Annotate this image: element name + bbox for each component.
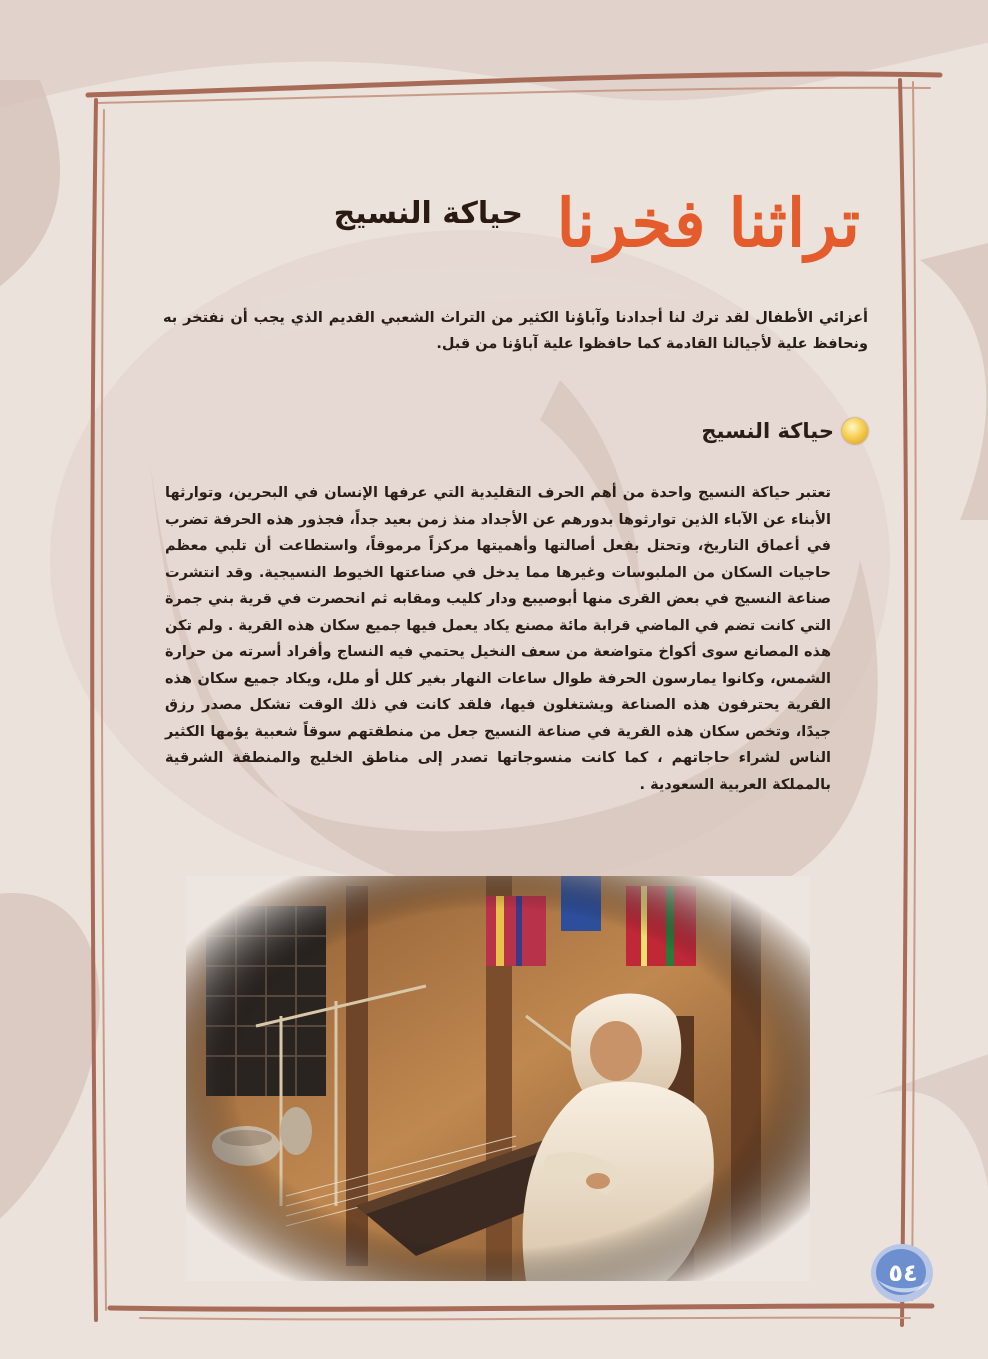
yellow-bullet-icon	[842, 418, 868, 444]
main-title: تراثنا فخرنا	[556, 184, 860, 263]
page-number: ٥٤	[888, 1259, 918, 1287]
body-paragraph: تعتبر حياكة النسيج واحدة من أهم الحرف التقليدية التي عرفها الإنسان في البحرين، وتوارثها الأبناء عن الآباء الذين توارثوها بدورهم عن الأجداد منذ زمن بعيد جداً، فجذور هذه الحرفة تضرب في أعماق التاريخ، وتحتل بفعل أصالتها وأهميتها مركزاً مرموقاً، واستطاعت أن تلبي معظم حاجيات السكان من الملبوسات وغيرها مما يدخل في صناعتها الخيوط النسيجية. وقد انتشرت صناعة النسيج في بعض القرى منها أبوصيبع ودار كليب ومقابه ثم انحصرت في قرية بني جمرة التي كانت تضم في الماضي قرابة مائة مصنع يكاد يعمل فيها جميع سكان هذه القرية . ولم تكن هذه المصانع سوى أكواخ متواضعة من سعف النخيل يحتمي فيه النساج وأفراد أسرته من حرارة الشمس، وكانوا يمارسون الحرفة طوال ساعات النهار بغير كلل أو ملل، ويكاد جميع سكان هذه القرية يحترفون هذه الصناعة ويشتغلون فيها، فلقد كانت في ذلك الوقت تشكل مصدر رزق جيدًا، وتخص سكان هذه القرية في صناعة النسيج جعل من منطقتهم سوقاً شعبية يؤمها الكثير الناس لشراء حاجاتهم ، كما كانت منسوجاتها تصدر إلى مناطق الخليج والمنطقة الشرقية بالمملكة العربية السعودية .	[165, 485, 831, 793]
weaver-at-loom-photo	[186, 876, 810, 1281]
section-title: حياكة النسيج	[701, 419, 834, 443]
intro-paragraph: أعزائي الأطفال لقد ترك لنا أجدادنا وآباؤنا الكثير من التراث الشعبي القديم الذي يجب أن نفتخر به ونحافظ علية لأجيالنا القادمة كما حافظوا علية آباؤنا من قبل.	[163, 310, 868, 352]
subtitle: حياكة النسيج	[333, 196, 523, 231]
page-number-badge	[868, 1240, 938, 1306]
section-heading	[701, 418, 868, 444]
